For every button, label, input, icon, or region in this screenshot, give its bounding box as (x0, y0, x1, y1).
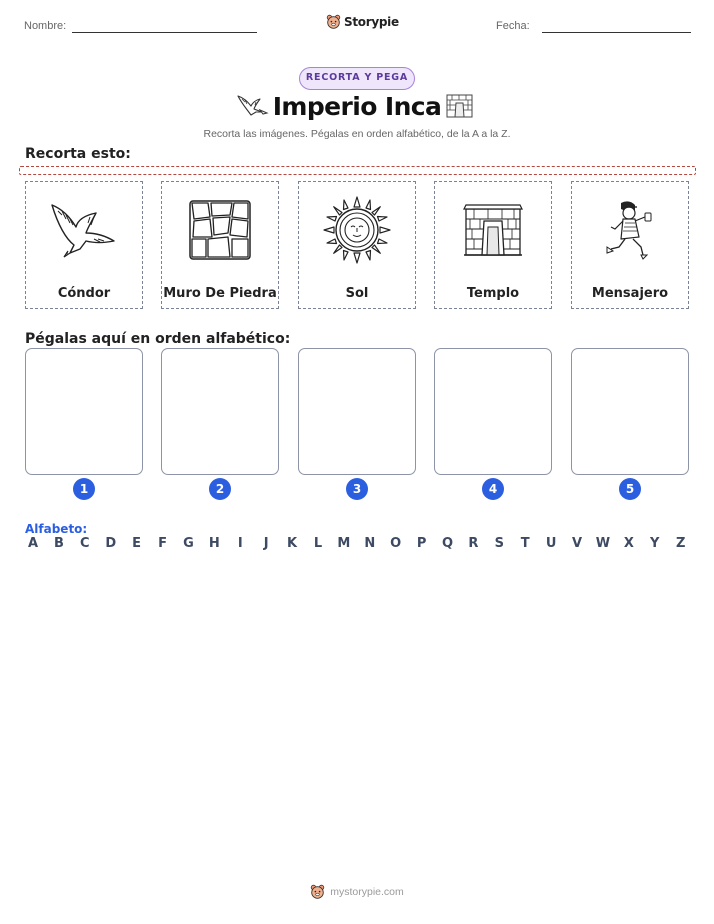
bear-icon (326, 14, 341, 30)
alphabet-letter: E (132, 536, 142, 551)
name-label: Nombre: (24, 20, 67, 32)
slot-number-3: 3 (346, 478, 368, 500)
alphabet-letter: H (208, 536, 220, 551)
card-label: Sol (345, 286, 369, 301)
alphabet-letter: C (80, 536, 90, 551)
alphabet-letter: I (237, 536, 243, 551)
cut-card-messenger[interactable] (571, 181, 689, 309)
alphabet-letter: S (494, 536, 504, 551)
messenger-icon (599, 199, 661, 261)
paste-section-title: Pégalas aquí en orden alfabético: (25, 331, 291, 347)
paste-slot-1[interactable] (25, 348, 143, 475)
paste-slot-4[interactable] (434, 348, 552, 475)
instructions: Recorta las imágenes. Pégalas en orden alfabético, de la A a la Z. (203, 128, 511, 140)
cut-card-temple[interactable] (434, 181, 552, 309)
slot-number-2: 2 (209, 478, 231, 500)
alphabet-letter: T (520, 536, 530, 551)
temple-icon (462, 201, 524, 259)
activity-badge: RECORTA Y PEGA (299, 67, 415, 90)
paste-slot-2[interactable] (161, 348, 279, 475)
card-label: Cóndor (57, 286, 111, 301)
alphabet-letter: X (623, 536, 634, 551)
alphabet-letter: B (53, 536, 64, 551)
slot-number-5: 5 (619, 478, 641, 500)
paste-slot-5[interactable] (571, 348, 689, 475)
card-label: Templo (466, 286, 520, 301)
alphabet-letter: W (595, 536, 611, 551)
alphabet-letter: P (416, 536, 427, 551)
cut-section-title: Recorta esto: (25, 146, 131, 162)
alphabet-letter: N (364, 536, 376, 551)
bear-icon (310, 884, 325, 900)
stone-wall-icon (188, 199, 252, 261)
alphabet-letter: Z (675, 536, 686, 551)
alphabet-letter: Q (441, 536, 454, 551)
alphabet-letter: R (468, 536, 479, 551)
temple-icon (446, 94, 473, 118)
cut-card-condor[interactable] (25, 181, 143, 309)
alphabet-letter: L (313, 536, 323, 551)
footer-site[interactable]: mystorypie.com (330, 886, 404, 898)
name-line (72, 32, 257, 33)
alphabet-letter: D (105, 536, 117, 551)
date-line (542, 32, 691, 33)
card-label: Muro De Piedra (163, 286, 277, 301)
alphabet-letter: G (183, 536, 194, 551)
footer (0, 884, 714, 900)
brand-logo (326, 14, 399, 30)
cut-card-sun[interactable] (298, 181, 416, 309)
alphabet-letter: K (287, 536, 298, 551)
alphabet-letter: A (27, 536, 39, 551)
slot-number-4: 4 (482, 478, 504, 500)
slot-number-1: 1 (73, 478, 95, 500)
alphabet-letter: U (545, 536, 557, 551)
alphabet-letter: V (572, 536, 583, 551)
date-label: Fecha: (496, 20, 530, 32)
sun-icon (322, 195, 392, 265)
condor-icon (48, 201, 120, 259)
cut-line (19, 166, 696, 175)
alphabet-letter: O (390, 536, 402, 551)
paste-slot-3[interactable] (298, 348, 416, 475)
alphabet-letter: M (337, 536, 351, 551)
cut-card-stone-wall[interactable] (161, 181, 279, 309)
alphabet-title: Alfabeto: (25, 522, 88, 536)
alphabet-letter: Y (650, 536, 660, 551)
alphabet-letter: J (263, 536, 269, 551)
card-label: Mensajero (591, 286, 669, 301)
alphabet-row (25, 536, 689, 551)
alphabet-letter: F (158, 536, 167, 551)
page-title: Imperio Inca (272, 92, 442, 121)
brand-name: Storypie (344, 15, 399, 29)
